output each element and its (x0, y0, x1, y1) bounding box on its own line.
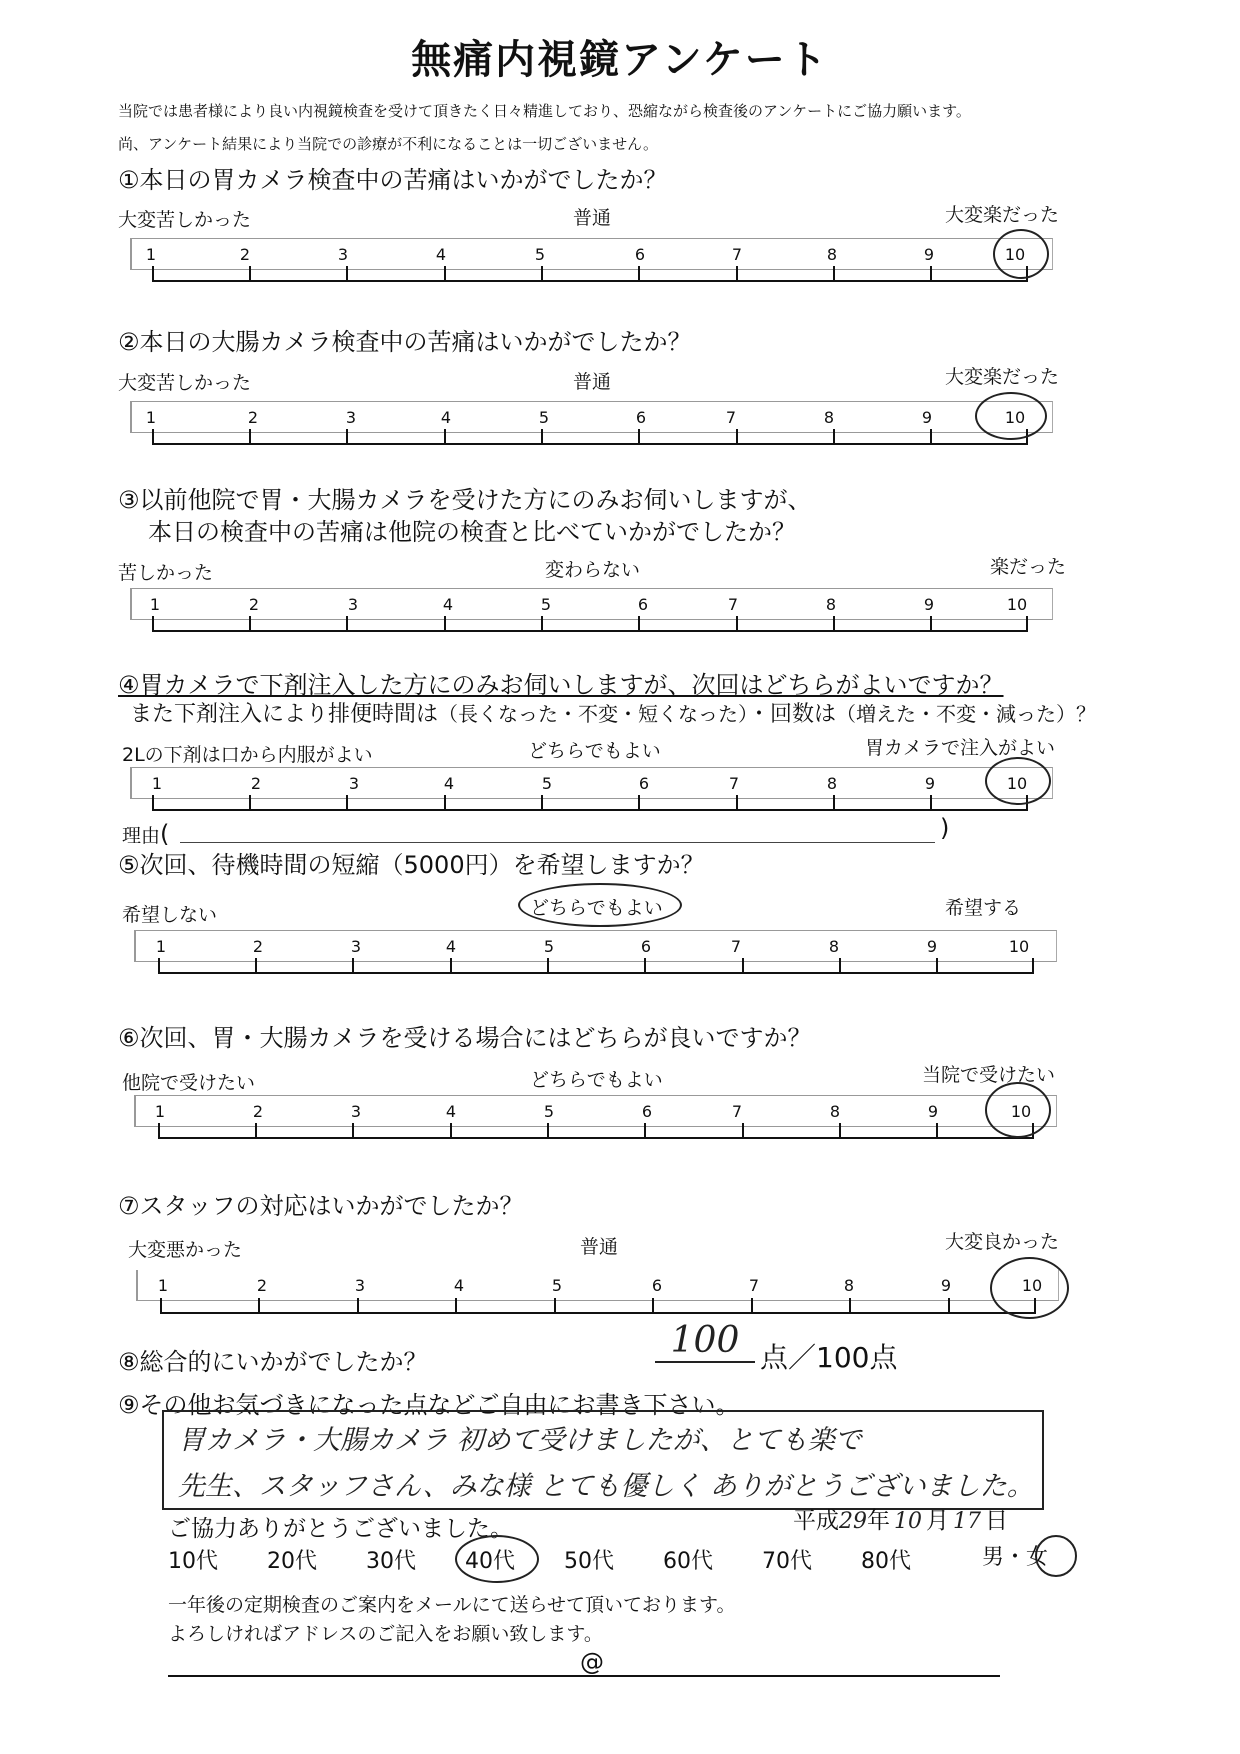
q2-answer-circle (975, 392, 1047, 440)
intro-line-1: 当院では患者様により良い内視鏡検査を受けて頂きたく日々精進しており、恐縮ながら検査後のアンケートにご協力願います。 (118, 102, 971, 120)
scale-num[interactable]: 8 (825, 595, 837, 614)
q4-text2d: （増えた・不変・減った）？ (836, 702, 1097, 726)
scale-num[interactable]: 10 (1021, 1276, 1043, 1295)
question-9: ⑨その他お気づきになった点などご自由にお書き下さい。 (118, 1391, 740, 1419)
q5-left-label: 希望しない (122, 904, 218, 926)
mail-note-1: 一年後の定期検査のご案内をメールにて送らせて頂いております。 (168, 1594, 736, 1616)
age-option[interactable]: 30代 (366, 1549, 416, 1574)
q4-right-label: 胃カメラで注入がよい (865, 737, 1056, 759)
day-unit: 日 (985, 1508, 1008, 1534)
scale-num[interactable]: 10 (1006, 595, 1028, 614)
scale-num[interactable]: 5 (551, 1276, 563, 1295)
q3-ruler (152, 616, 1028, 632)
month-value[interactable]: 10 (894, 1509, 922, 1534)
q7-mid-label: 普通 (580, 1236, 619, 1258)
q7-ruler (160, 1298, 1036, 1314)
scale-num[interactable]: 2 (247, 408, 259, 427)
q4-text2c: ・回数は (748, 702, 837, 727)
q5-ruler (158, 958, 1034, 974)
scale-num[interactable]: 9 (923, 595, 935, 614)
scale-num[interactable]: 4 (442, 595, 454, 614)
scale-num[interactable]: 2 (239, 245, 251, 264)
scale-num[interactable]: 4 (453, 1276, 465, 1295)
q4-ruler (152, 795, 1028, 811)
scale-num[interactable]: 7 (730, 937, 742, 956)
q8-score-input[interactable]: 100 (655, 1320, 755, 1363)
scale-num[interactable]: 8 (823, 408, 835, 427)
q1-mid-label: 普通 (573, 207, 612, 229)
scale-num[interactable]: 9 (927, 1102, 939, 1121)
age-option[interactable]: 10代 (168, 1549, 218, 1574)
scale-num[interactable]: 1 (145, 245, 157, 264)
q4-reason-input[interactable] (180, 842, 935, 843)
scale-num[interactable]: 10 (1004, 245, 1026, 264)
q9-comment-box[interactable] (162, 1410, 1044, 1510)
day-value[interactable]: 17 (953, 1509, 981, 1534)
q7-left-label: 大変悪かった (128, 1239, 243, 1261)
scale-num[interactable]: 9 (921, 408, 933, 427)
question-8: ⑧総合的にいかがでしたか？ (118, 1348, 428, 1376)
q9-comment-line-1: 胃カメラ・大腸カメラ 初めて受けましたが、とても楽で (178, 1425, 862, 1456)
age-option[interactable]: 80代 (861, 1549, 911, 1574)
age-option[interactable]: 60代 (663, 1549, 713, 1574)
scale-num[interactable]: 5 (540, 595, 552, 614)
scale-num[interactable]: 7 (725, 408, 737, 427)
scale-num[interactable]: 2 (248, 595, 260, 614)
q3-mid-label: 変わらない (545, 559, 641, 581)
q6-answer-circle (985, 1082, 1051, 1138)
q5-right-label: 希望する (945, 897, 1022, 919)
scale-num[interactable]: 10 (1006, 774, 1028, 793)
scale-num[interactable]: 4 (443, 774, 455, 793)
scale-num[interactable]: 7 (748, 1276, 760, 1295)
q6-left-label: 他院で受けたい (122, 1072, 256, 1094)
scale-num[interactable]: 7 (728, 774, 740, 793)
question-2: ②本日の大腸カメラ検査中の苦痛はいかがでしたか？ (118, 328, 692, 356)
q3-right-label: 楽だった (990, 556, 1067, 578)
q5-answer-circle (518, 883, 682, 927)
scale-num[interactable]: 3 (345, 408, 357, 427)
scale-num[interactable]: 4 (445, 1102, 457, 1121)
gender-separator: ・ (1004, 1545, 1027, 1570)
q4-text2a: また下剤注入により排便時間は (130, 702, 439, 727)
scale-num[interactable]: 6 (635, 408, 647, 427)
scale-num[interactable]: 6 (634, 245, 646, 264)
scale-num[interactable]: 6 (651, 1276, 663, 1295)
scale-num[interactable]: 2 (256, 1276, 268, 1295)
scale-num[interactable]: 9 (940, 1276, 952, 1295)
scale-num[interactable]: 2 (252, 937, 264, 956)
q7-right-label: 大変良かった (945, 1231, 1060, 1253)
scale-num[interactable]: 8 (843, 1276, 855, 1295)
year-unit: 年 (867, 1508, 890, 1534)
q4-mid-label: どちらでもよい (528, 740, 661, 762)
q1-right-label: 大変楽だった (945, 204, 1060, 226)
q2-left-label: 大変苦しかった (118, 372, 252, 394)
q4-text: ④胃カメラで下剤注入した方にのみお伺いしますが、次回はどちらがよいですか？ (118, 671, 1004, 699)
q3-left-label: 苦しかった (118, 562, 214, 584)
scale-num[interactable]: 8 (829, 1102, 841, 1121)
q9-comment-line-2: 先生、スタッフさん、みな様 とても優しく ありがとうございました。 (178, 1471, 1034, 1502)
scale-num[interactable]: 10 (1004, 408, 1026, 427)
scale-num[interactable]: 3 (337, 245, 349, 264)
question-3-line-2: 本日の検査中の苦痛は他院の検査と比べていかがでしたか？ (148, 518, 796, 546)
q1-ruler (152, 266, 1028, 282)
scale-num[interactable]: 5 (543, 1102, 555, 1121)
gender-selected-circle (1035, 1535, 1077, 1577)
q7-answer-circle (990, 1257, 1069, 1319)
gender-male[interactable]: 男 (982, 1545, 1005, 1570)
scale-num[interactable]: 6 (638, 774, 650, 793)
scale-num[interactable]: 8 (828, 937, 840, 956)
scale-num[interactable]: 2 (252, 1102, 264, 1121)
scale-num[interactable]: 4 (445, 937, 457, 956)
q7-scale (136, 1270, 1059, 1301)
q4-reason-close: ) (940, 814, 950, 842)
year-value[interactable]: 29 (839, 1509, 867, 1534)
scale-num[interactable]: 9 (924, 774, 936, 793)
scale-num[interactable]: 9 (926, 937, 938, 956)
q6-mid-label: どちらでもよい (530, 1069, 663, 1091)
scale-num[interactable]: 5 (541, 774, 553, 793)
q6-ruler (158, 1123, 1034, 1139)
q2-right-label: 大変楽だった (945, 366, 1060, 388)
age-option[interactable]: 20代 (267, 1549, 317, 1574)
scale-num[interactable]: 3 (347, 595, 359, 614)
scale-num[interactable]: 9 (923, 245, 935, 264)
scale-num[interactable]: 8 (826, 774, 838, 793)
scale-num[interactable]: 3 (354, 1276, 366, 1295)
email-at-sign: @ (580, 1648, 604, 1676)
scale-num[interactable]: 6 (641, 1102, 653, 1121)
question-4-line-2 (130, 697, 1096, 728)
scale-num[interactable]: 6 (640, 937, 652, 956)
q5-mid-label: どちらでもよい (530, 897, 663, 919)
scale-num[interactable]: 4 (440, 408, 452, 427)
question-6: ⑥次回、胃・大腸カメラを受ける場合にはどちらが良いですか？ (118, 1024, 812, 1052)
scale-num[interactable]: 5 (543, 937, 555, 956)
gender-female[interactable]: 女 (1026, 1545, 1049, 1570)
question-3-line-1: ③以前他院で胃・大腸カメラを受けた方にのみお伺いしますが、 (118, 486, 812, 514)
question-1: ①本日の胃カメラ検査中の苦痛はいかがでしたか？ (118, 166, 668, 194)
scale-num[interactable]: 1 (155, 937, 167, 956)
age-option[interactable]: 70代 (762, 1549, 812, 1574)
q4-text2b: （長くなった・不変・短くなった） (438, 702, 749, 726)
scale-num[interactable]: 3 (348, 774, 360, 793)
q1-answer-circle (993, 229, 1049, 279)
q6-right-label: 当院で受けたい (922, 1064, 1056, 1086)
mail-note-2: よろしければアドレスのご記入をお願い致します。 (168, 1623, 603, 1645)
scale-num[interactable]: 7 (731, 245, 743, 264)
scale-num[interactable]: 1 (145, 408, 157, 427)
q4-reason-label: 理由( (122, 820, 170, 848)
age-selected-circle (455, 1535, 539, 1583)
question-5: ⑤次回、待機時間の短縮（5000円）を希望しますか？ (118, 851, 705, 879)
scale-num[interactable]: 1 (157, 1276, 169, 1295)
age-option[interactable]: 40代 (465, 1549, 515, 1574)
page-title: 無痛内視鏡アンケート (411, 37, 829, 83)
scale-num[interactable]: 5 (538, 408, 550, 427)
q1-left-label: 大変苦しかった (118, 209, 252, 231)
scale-num[interactable]: 10 (1008, 937, 1030, 956)
scale-num[interactable]: 10 (1010, 1102, 1032, 1121)
scale-num[interactable]: 6 (637, 595, 649, 614)
age-option[interactable]: 50代 (564, 1549, 614, 1574)
scale-num[interactable]: 7 (727, 595, 739, 614)
intro-line-2: 尚、アンケート結果により当院での診療が不利になることは一切ございません。 (118, 135, 659, 153)
q2-mid-label: 普通 (573, 371, 612, 393)
era-label: 平成 (793, 1508, 839, 1534)
scale-num[interactable]: 7 (731, 1102, 743, 1121)
q8-suffix: 点／100点 (760, 1341, 898, 1374)
scale-num[interactable]: 5 (534, 245, 546, 264)
scale-num[interactable]: 1 (149, 595, 161, 614)
scale-num[interactable]: 8 (826, 245, 838, 264)
scale-num[interactable]: 3 (350, 937, 362, 956)
scale-num[interactable]: 3 (350, 1102, 362, 1121)
question-7: ⑦スタッフの対応はいかがでしたか？ (118, 1192, 524, 1220)
month-unit: 月 (926, 1508, 949, 1534)
scale-num[interactable]: 4 (435, 245, 447, 264)
q4-answer-circle (985, 757, 1051, 805)
q4-left-label: 2Lの下剤は口から内服がよい (122, 744, 373, 766)
q2-ruler (152, 429, 1028, 445)
question-4-line-1 (118, 665, 1004, 700)
thanks-text: ご協力ありがとうございました。 (168, 1516, 513, 1542)
date-row (793, 1502, 1008, 1535)
scale-num[interactable]: 1 (154, 1102, 166, 1121)
scale-num[interactable]: 2 (250, 774, 262, 793)
scale-num[interactable]: 1 (151, 774, 163, 793)
